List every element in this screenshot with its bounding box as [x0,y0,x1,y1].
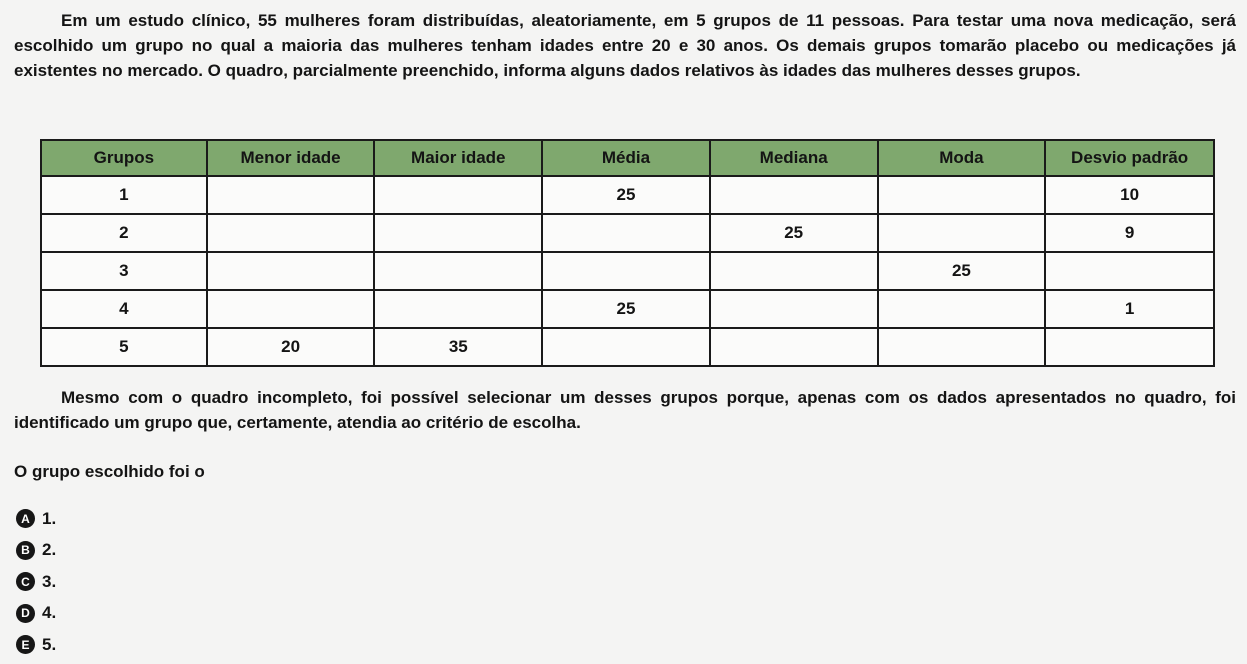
table-cell: 1 [41,176,207,214]
context-paragraph: Mesmo com o quadro incompleto, foi possível selecionar um desses grupos porque, apenas com os dados apresentados no quadro, foi identificado um grupo que, certamente, atendia ao critério de escolha. [14,388,1236,432]
table-cell: 9 [1045,214,1214,252]
option-letter-c-badge: C [16,572,35,591]
table-row [41,176,1214,214]
table-cell [374,290,542,328]
option-d[interactable] [16,598,56,630]
table-cell: 3 [41,252,207,290]
option-c[interactable] [16,566,56,598]
table-cell [710,252,878,290]
option-b-text: 2. [42,540,57,560]
option-letter-b-badge: B [16,541,35,560]
option-a-text: 1. [42,508,57,528]
option-letter-e-badge: E [16,635,35,654]
header-media: Média [542,140,710,176]
intro-paragraph: Em um estudo clínico, 55 mulheres foram distribuídas, aleatoriamente, em 5 grupos de 11 pessoas. Para testar uma nova medicação, será escolhido um grupo no qual a maioria das mulheres tenham idades entre 20 e 30 anos. Os demais grupos tomarão placebo ou medicações já existentes no mercado. O quadro, parcialmente preenchido, informa alguns dados relativos às idades das mulheres desses grupos. [14,11,1236,80]
table-row [41,328,1214,366]
table-cell [207,214,375,252]
option-a[interactable] [16,503,56,535]
table-cell: 10 [1045,176,1214,214]
header-moda: Moda [878,140,1046,176]
header-grupos: Grupos [41,140,207,176]
answer-options [16,503,56,661]
table-cell [878,290,1046,328]
option-c-text: 3. [42,571,57,591]
table-cell [374,176,542,214]
table-cell [710,290,878,328]
header-menor-idade: Menor idade [207,140,375,176]
table-cell: 1 [1045,290,1214,328]
table-cell: 35 [374,328,542,366]
question-stem: O grupo escolhido foi o [14,462,205,481]
table-cell: 25 [878,252,1046,290]
table-cell [710,328,878,366]
table-cell [710,176,878,214]
table-cell: 25 [710,214,878,252]
table-cell [1045,328,1214,366]
table-cell [207,176,375,214]
table-cell [878,176,1046,214]
table-cell [878,328,1046,366]
option-letter-a-badge: A [16,509,35,528]
option-d-text: 4. [42,603,57,623]
header-maior-idade: Maior idade [374,140,542,176]
table-cell [207,252,375,290]
table-row [41,252,1214,290]
table-header-row [41,140,1214,176]
table-cell [1045,252,1214,290]
table-cell: 25 [542,176,710,214]
header-desvio-padrao: Desvio padrão [1045,140,1214,176]
table-cell [542,252,710,290]
table-cell [207,290,375,328]
table-cell [542,214,710,252]
option-e-text: 5. [42,634,57,654]
table-row [41,290,1214,328]
table-cell [374,252,542,290]
table-cell: 25 [542,290,710,328]
table-cell: 5 [41,328,207,366]
option-letter-d-badge: D [16,604,35,623]
option-e[interactable] [16,629,56,661]
table-cell: 4 [41,290,207,328]
table-row [41,214,1214,252]
table-cell [542,328,710,366]
option-b[interactable] [16,535,56,567]
table-cell [878,214,1046,252]
header-mediana: Mediana [710,140,878,176]
table-cell [374,214,542,252]
table-cell: 2 [41,214,207,252]
table-cell: 20 [207,328,375,366]
age-data-table [40,139,1215,367]
